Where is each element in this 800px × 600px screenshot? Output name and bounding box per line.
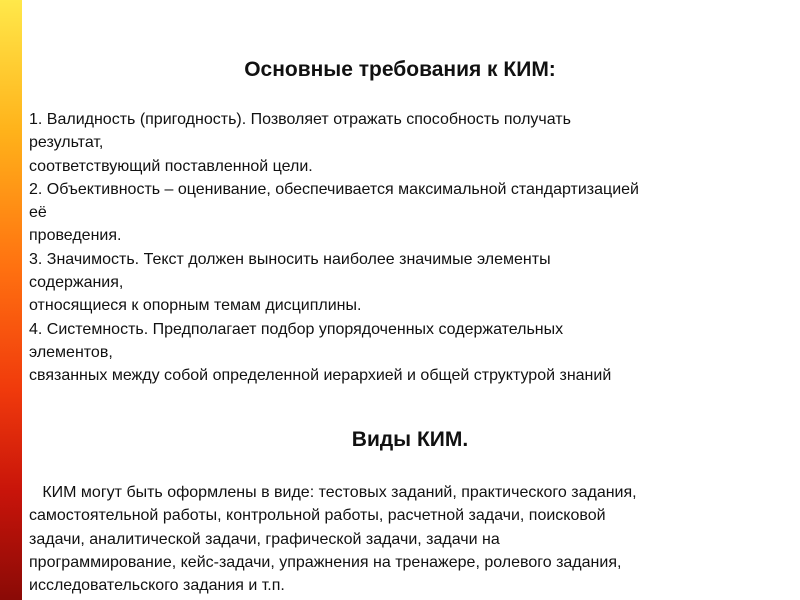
requirements-line: относящиеся к опорным темам дисциплины. [29, 297, 362, 315]
gradient-accent-bar [0, 0, 22, 600]
requirements-line: результат, [29, 134, 104, 152]
types-line: программирование, кейс-задачи, упражнения на тренажере, ролевого задания, [29, 553, 622, 571]
requirements-line: проведения. [29, 227, 122, 245]
types-heading: Виды КИМ. [351, 428, 469, 451]
requirements-line: её [29, 204, 47, 222]
requirements-line: 2. Объективность – оценивание, обеспечивается максимальной стандартизацией [29, 180, 639, 198]
types-line: КИМ могут быть оформлены в виде: тестовых заданий, практического задания, [29, 484, 637, 501]
requirements-line: связанных между собой определенной иерархией и общей структурой знаний [29, 367, 612, 385]
requirements-line: 4. Системность. Предполагает подбор упорядоченных содержательных [29, 320, 564, 338]
slide-title: Основные требования к КИМ: [244, 58, 556, 81]
types-line: задачи, аналитической задачи, графической задачи, задачи на [29, 530, 500, 548]
requirements-line: 1. Валидность (пригодность). Позволяет отражать способность получать [29, 111, 571, 128]
types-paragraph [29, 481, 794, 597]
requirements-line: 3. Значимость. Текст должен выносить наиболее значимые элементы [29, 250, 551, 268]
types-line: исследовательского задания и т.п. [29, 577, 285, 595]
requirements-list [29, 108, 789, 388]
requirements-line: соответствующий поставленной цели. [29, 157, 313, 175]
types-line: самостоятельной работы, контрольной работы, расчетной задачи, поисковой [29, 507, 606, 525]
requirements-line: элементов, [29, 343, 113, 361]
requirements-line: содержания, [29, 274, 124, 292]
